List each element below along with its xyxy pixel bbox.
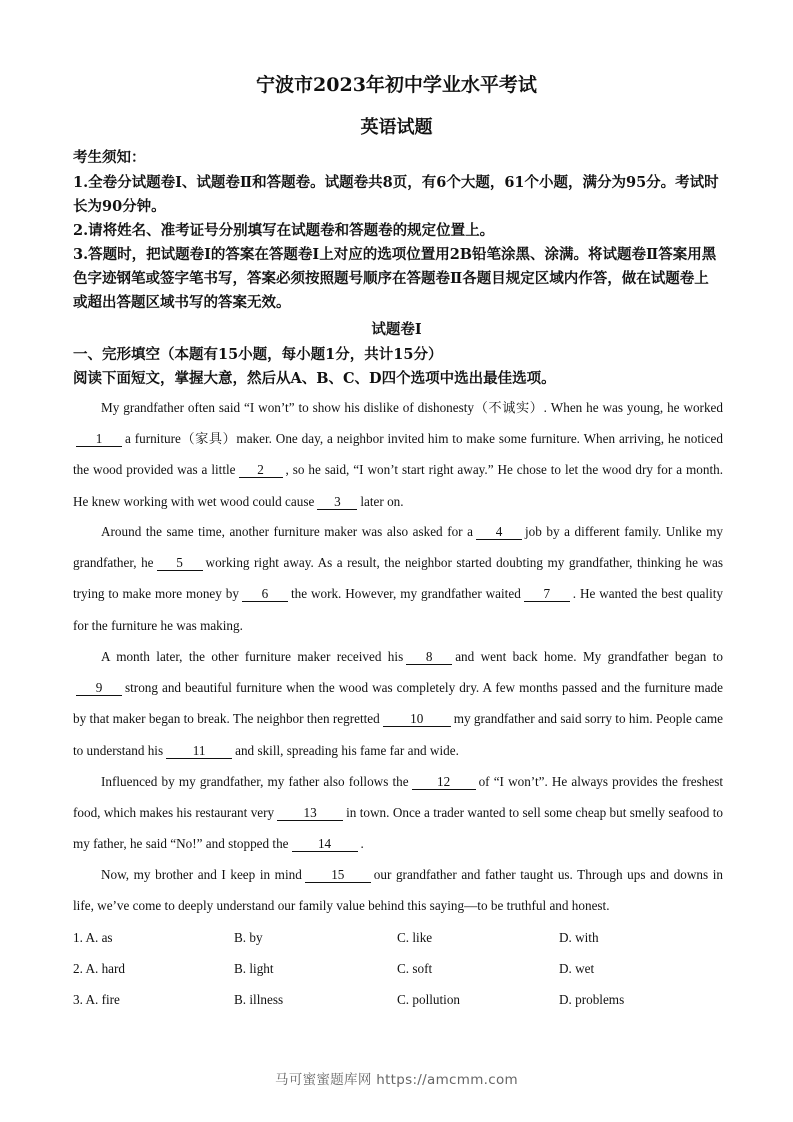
passage-text: . He wanted the best quality for the furniture he was making. (73, 586, 723, 633)
passage-text: strong and beautiful furniture when the wood was completely dry. A few months passed and the furniture made by that maker began to break. The neighbor then regretted (73, 680, 723, 727)
option-c: C. soft (397, 961, 433, 976)
blank-2: 2 (239, 462, 283, 478)
blank-10: 10 (383, 711, 451, 727)
footer-watermark-text: 马可蜜蜜题库网 https://amcmm.com (275, 1072, 518, 1088)
passage-text: my grandfather and said sorry to him. People came to understand his (73, 711, 723, 758)
passage-text: . (360, 836, 364, 852)
option-d: D. wet (559, 961, 595, 976)
passage-paragraph-5 (73, 859, 723, 921)
passage-paragraph-4 (73, 766, 723, 860)
passage-text: A month later, the other furniture maker received his (101, 649, 404, 664)
passage-text: Influenced by my grandfather, my father also follows the (101, 774, 409, 789)
passage-text: Now, my brother and I keep in mind (101, 867, 302, 882)
notice-item-1: 1.全卷分试题卷Ⅰ、试题卷Ⅱ和答题卷。试题卷共8页，有6个大题，61个小题，满分为95分。考试时长为90分钟。 (73, 174, 719, 215)
notice-item-2: 2.请将姓名、准考证号分别填写在试题卷和答题卷的规定位置上。 (73, 222, 495, 239)
option-c: C. pollution (397, 992, 461, 1007)
option-b: B. light (234, 961, 274, 976)
part-title: 一、完形填空（本题有15小题，每小题1分，共计15分） (73, 346, 443, 363)
passage-paragraph-1 (73, 392, 723, 517)
option-d: D. problems (559, 992, 625, 1007)
passage-text: and went back home. My grandfather began to (455, 649, 723, 664)
blank-5: 5 (157, 555, 203, 571)
passage-text: My grandfather often said “I won’t” to show his dislike of dishonesty（不诚实）. When he was young, he worked (101, 400, 723, 415)
passage-text: job by a different family. Unlike my grandfather, he (73, 524, 723, 571)
passage-text: in town. Once a trader wanted to sell some cheap but smelly seafood to my father, he said “No!” and stopped the (73, 805, 723, 852)
blank-11: 11 (166, 743, 232, 759)
option-a: 3. A. fire (73, 992, 120, 1007)
blank-3: 3 (317, 494, 357, 510)
option-a: 1. A. as (73, 930, 113, 945)
blank-6: 6 (242, 586, 288, 602)
part-instructions: 阅读下面短文，掌握大意，然后从A、B、C、D四个选项中选出最佳选项。 (73, 370, 556, 387)
blank-9: 9 (76, 680, 122, 696)
passage-text: of “I won’t”. He always provides the freshest food, which makes his restaurant very (73, 774, 723, 821)
passage-paragraph-3 (73, 641, 723, 766)
question-2 (73, 953, 723, 984)
option-b: B. illness (234, 992, 284, 1007)
blank-15: 15 (305, 867, 371, 883)
notice-heading: 考生须知： (73, 149, 146, 166)
blank-8: 8 (406, 649, 452, 665)
notice-item-3: 3.答题时，把试题卷Ⅰ的答案在答题卷Ⅰ上对应的选项位置用2B铅笔涂黑、涂满。将试题卷Ⅱ答案用黑色字迹钢笔或签字笔书写，答案必须按照题号顺序在答题卷Ⅱ各题目规定区域内作答，做在试题卷上或超出答题区域书写的答案无效。 (73, 246, 717, 311)
question-1 (73, 922, 723, 953)
passage-text: the work. However, my grandfather waited (290, 586, 521, 602)
blank-14: 14 (292, 836, 358, 852)
blank-4: 4 (476, 524, 522, 540)
blank-13: 13 (277, 805, 343, 821)
blank-1: 1 (76, 431, 122, 447)
blank-12: 12 (412, 774, 476, 790)
passage-text: later on. (360, 493, 404, 509)
option-c: C. like (397, 930, 433, 945)
exam-title: 宁波市2023年初中学业水平考试 (256, 74, 537, 96)
option-b: B. by (234, 930, 263, 945)
section-title: 试题卷Ⅰ (371, 321, 422, 338)
option-a: 2. A. hard (73, 961, 126, 976)
passage-paragraph-2 (73, 516, 723, 641)
passage-text: our grandfather and father taught us. Through ups and downs in life, we’ve come to deeply understand our family value behind this saying—to be truthful and honest. (73, 867, 723, 914)
passage-text: Around the same time, another furniture maker was also asked for a (101, 524, 473, 539)
passage-text: a furniture（家具）maker. One day, a neighbor invited him to make some furniture. When arriving, he noticed the wood provided was a little (73, 431, 723, 478)
blank-7: 7 (524, 586, 570, 602)
exam-subtitle: 英语试题 (360, 117, 433, 138)
passage-text: working right away. As a result, the neighbor started doubting my grandfather, thinking he was trying to make more money by (73, 555, 723, 602)
question-3 (73, 984, 723, 1015)
passage-text: and skill, spreading his fame far and wide. (235, 742, 459, 758)
option-d: D. with (559, 930, 599, 945)
passage-text: , so he said, “I won’t start right away.” He chose to let the wood dry for a month. He knew working with wet wood could cause (73, 462, 724, 509)
